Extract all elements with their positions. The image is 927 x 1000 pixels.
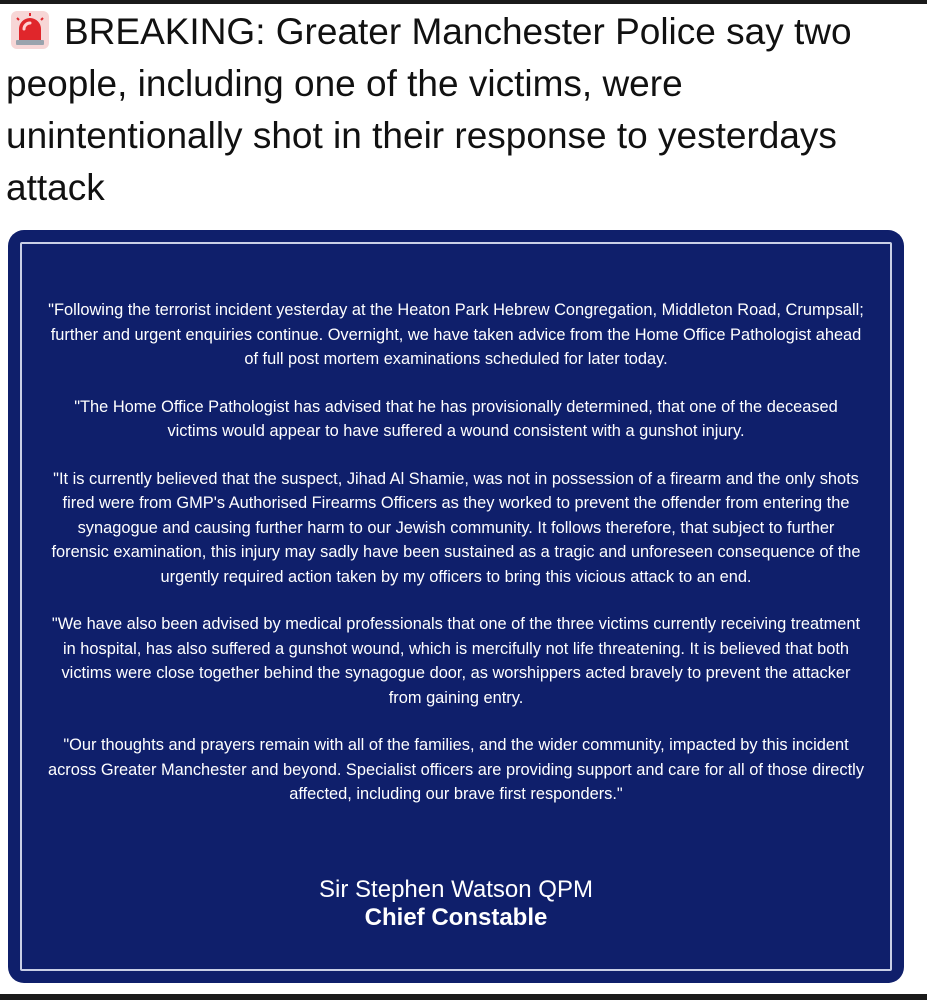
signatory-name: Sir Stephen Watson QPM bbox=[319, 876, 593, 903]
post-text bbox=[6, 6, 906, 214]
statement-paragraph: "Our thoughts and prayers remain with all of the families, and the wider community, impacted by this incident across Greater Manchester and beyond. Specialist officers are providing support and care for all of those directly affected, including our brave first responders." bbox=[48, 736, 865, 803]
signatory-title: Chief Constable bbox=[364, 904, 548, 931]
statement-paragraph: "It is currently believed that the suspect, Jihad Al Shamie, was not in possession of a firearm and the only shots fired were from GMP's Authorised Firearms Officers as they worked to prevent the offender from entering the synagogue and causing further harm to our Jewish community. It follows therefore, that subject to further forensic examination, this injury may sadly have been sustained as a tragic and unforeseen consequence of the urgently required action taken by my officers to bring this vicious attack to an end. bbox=[51, 469, 861, 586]
post-headline: BREAKING: Greater Manchester Police say two people, including one of the victims, were unintentionally shot in their response to yesterdays attack bbox=[6, 11, 852, 208]
police-siren-icon bbox=[10, 10, 50, 50]
statement-paragraph: "We have also been advised by medical professionals that one of the three victims currently receiving treatment in hospital, has also suffered a gunshot wound, which is mercifully not life threatening. It is believed that both victims were close together behind the synagogue door, as worshippers acted bravely to prevent the attacker from gaining entry. bbox=[51, 615, 861, 707]
press-statement-image bbox=[8, 230, 904, 983]
statement-paragraph: "The Home Office Pathologist has advised that he has provisionally determined, that one of the deceased victims would appear to have suffered a wound consistent with a gunshot injury. bbox=[74, 397, 838, 440]
statement-body bbox=[48, 298, 864, 830]
top-divider bbox=[0, 0, 927, 4]
bottom-divider bbox=[0, 994, 927, 1000]
statement-paragraph: "Following the terrorist incident yesterday at the Heaton Park Hebrew Congregation, Middleton Road, Crumpsall; further and urgent enquiries continue. Overnight, we have taken advice from the Home Office Pathologist ahead of full post mortem examinations scheduled for later today. bbox=[48, 301, 864, 368]
